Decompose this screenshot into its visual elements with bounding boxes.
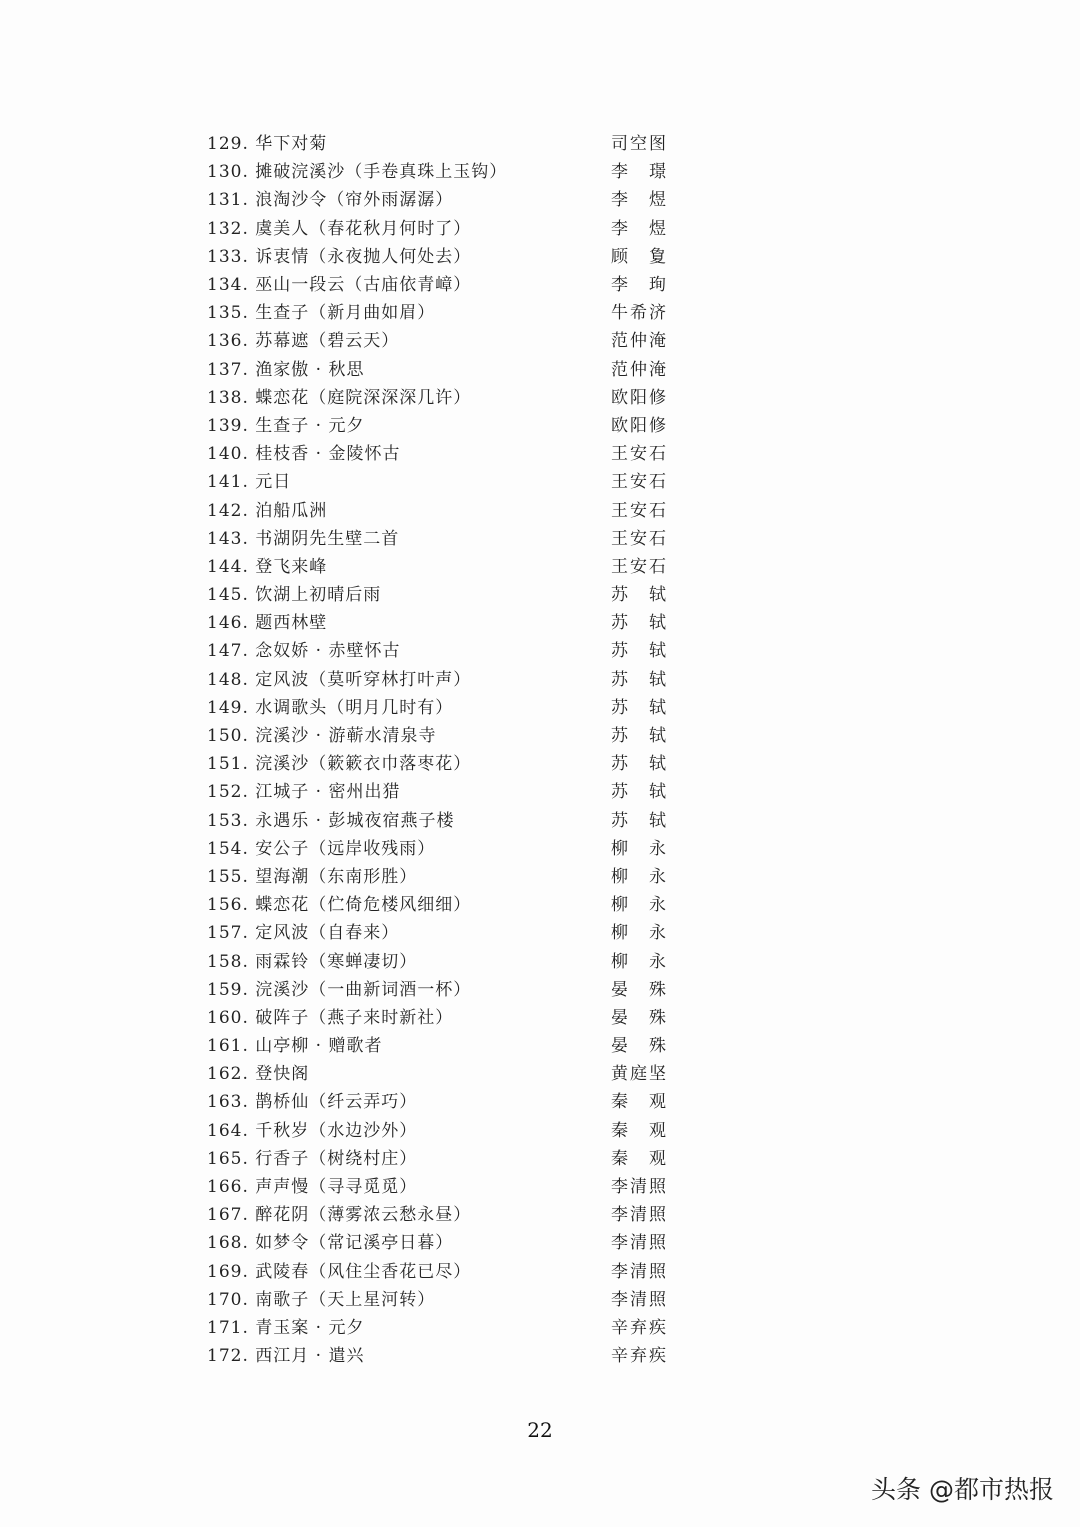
poem-author: 苏轼 (611, 697, 667, 718)
list-item (207, 412, 667, 440)
entry-title: 书湖阴先生壁二首 (255, 528, 400, 549)
poem-author: 李清照 (611, 1205, 667, 1226)
poem-title (207, 722, 436, 750)
poem-title (207, 130, 327, 158)
entry-number: 170. (207, 1289, 249, 1310)
poem-title (207, 468, 291, 496)
poem-title (207, 497, 327, 525)
poem-author: 柳永 (611, 866, 667, 887)
poem-author: 柳永 (611, 923, 667, 944)
entry-number: 136. (207, 331, 249, 352)
poem-title (207, 1314, 364, 1342)
entry-number: 156. (207, 895, 249, 916)
list-item (207, 1258, 667, 1286)
poem-title (207, 1032, 382, 1060)
entry-number: 152. (207, 782, 249, 803)
list-item (207, 722, 667, 750)
list-item (207, 496, 667, 524)
list-item (207, 1088, 667, 1116)
poem-author: 秦观 (611, 1120, 667, 1141)
poem-title (207, 327, 399, 355)
entry-number: 151. (207, 754, 249, 775)
poem-title (207, 186, 453, 214)
entry-number: 144. (207, 556, 249, 577)
entry-title: 行香子（树绕村庄） (255, 1148, 418, 1169)
list-item (207, 215, 667, 243)
list-item (207, 919, 667, 947)
poem-title (207, 581, 381, 609)
list-item (207, 186, 667, 214)
entry-title: 苏幕遮（碧云天） (255, 331, 400, 352)
poem-author: 晏殊 (611, 979, 667, 1000)
poem-title (207, 891, 471, 919)
poem-title (207, 356, 364, 384)
poem-title (207, 1060, 309, 1088)
poem-title (207, 1088, 417, 1116)
entry-number: 153. (207, 810, 249, 831)
entry-title: 水调歌头（明月几时有） (255, 697, 454, 718)
poem-author: 晏殊 (611, 1007, 667, 1028)
list-item (207, 666, 667, 694)
entry-number: 133. (207, 246, 249, 267)
poem-author: 晏殊 (611, 1036, 667, 1057)
poem-title (207, 440, 400, 468)
poem-title (207, 666, 471, 694)
entry-number: 147. (207, 641, 249, 662)
entry-title: 渔家傲 · 秋思 (255, 359, 365, 380)
list-item (207, 356, 667, 384)
poem-title (207, 1229, 453, 1257)
entry-title: 千秋岁（水边沙外） (255, 1120, 418, 1141)
entry-number: 162. (207, 1064, 249, 1085)
poem-author: 李珣 (611, 275, 667, 296)
list-item (207, 1201, 667, 1229)
poem-title (207, 1342, 364, 1370)
list-item (207, 468, 667, 496)
entry-number: 172. (207, 1346, 249, 1367)
list-item (207, 243, 667, 271)
entry-number: 134. (207, 275, 249, 296)
poem-author: 李清照 (611, 1233, 667, 1254)
entry-number: 135. (207, 303, 249, 324)
poem-author: 苏轼 (611, 810, 667, 831)
poem-title (207, 158, 507, 186)
entry-number: 137. (207, 359, 249, 380)
poem-author: 柳永 (611, 951, 667, 972)
list-item (207, 1173, 667, 1201)
list-item (207, 835, 667, 863)
list-item (207, 1229, 667, 1257)
entry-number: 141. (207, 472, 249, 493)
poem-title (207, 1004, 453, 1032)
entry-number: 149. (207, 697, 249, 718)
poem-title (207, 609, 327, 637)
list-item (207, 807, 667, 835)
list-item (207, 440, 667, 468)
entry-title: 南歌子（天上星河转） (255, 1289, 436, 1310)
list-item (207, 384, 667, 412)
entry-number: 140. (207, 444, 249, 465)
poem-author: 苏轼 (611, 585, 667, 606)
entry-title: 破阵子（燕子来时新社） (255, 1007, 454, 1028)
poem-title (207, 778, 400, 806)
list-item (207, 976, 667, 1004)
poem-author: 李煜 (611, 190, 667, 211)
entry-title: 饮湖上初晴后雨 (255, 585, 382, 606)
poem-author: 辛弃疾 (611, 1317, 667, 1338)
entry-number: 131. (207, 190, 249, 211)
poem-author: 王安石 (611, 556, 667, 577)
poem-title (207, 384, 471, 412)
entry-number: 158. (207, 951, 249, 972)
list-item (207, 1342, 667, 1370)
poem-title (207, 750, 471, 778)
entry-title: 蝶恋花（伫倚危楼风细细） (255, 895, 472, 916)
entry-title: 元日 (255, 472, 292, 493)
entry-number: 164. (207, 1120, 249, 1141)
list-item (207, 299, 667, 327)
list-item (207, 130, 667, 158)
list-item (207, 271, 667, 299)
list-item (207, 1060, 667, 1088)
poem-author: 王安石 (611, 528, 667, 549)
poem-author: 李璟 (611, 162, 667, 183)
list-item (207, 1032, 667, 1060)
entry-title: 定风波（自春来） (255, 923, 400, 944)
poem-author: 王安石 (611, 500, 667, 521)
poem-title (207, 807, 454, 835)
poem-author: 李清照 (611, 1261, 667, 1282)
entry-title: 登快阁 (255, 1064, 310, 1085)
entry-title: 声声慢（寻寻觅觅） (255, 1177, 418, 1198)
entry-title: 江城子 · 密州出猎 (255, 782, 401, 803)
entry-number: 161. (207, 1036, 249, 1057)
entry-title: 鹊桥仙（纤云弄巧） (255, 1092, 418, 1113)
poem-title (207, 919, 399, 947)
list-item (207, 581, 667, 609)
list-item (207, 947, 667, 975)
entry-number: 171. (207, 1317, 249, 1338)
entry-number: 132. (207, 218, 249, 239)
poem-title (207, 948, 417, 976)
poem-title (207, 412, 364, 440)
entry-number: 145. (207, 585, 249, 606)
entry-title: 诉衷情（永夜抛人何处去） (255, 246, 472, 267)
entry-title: 巫山一段云（古庙依青嶂） (255, 275, 472, 296)
poem-author: 辛弃疾 (611, 1346, 667, 1367)
list-item (207, 778, 667, 806)
entry-title: 永遇乐 · 彭城夜宿燕子楼 (255, 810, 455, 831)
entry-number: 154. (207, 838, 249, 859)
poem-author: 欧阳修 (611, 415, 667, 436)
poem-title (207, 1145, 417, 1173)
entry-number: 129. (207, 134, 249, 155)
poem-author: 顾夐 (611, 246, 667, 267)
list-item (207, 327, 667, 355)
entry-title: 摊破浣溪沙（手卷真珠上玉钩） (255, 162, 508, 183)
poem-author: 李清照 (611, 1177, 667, 1198)
entry-number: 143. (207, 528, 249, 549)
entry-title: 武陵春（风住尘香花已尽） (255, 1261, 472, 1282)
entry-number: 148. (207, 669, 249, 690)
poem-title (207, 1173, 417, 1201)
poem-author: 苏轼 (611, 641, 667, 662)
entry-title: 浣溪沙（簌簌衣巾落枣花） (255, 754, 472, 775)
entry-number: 169. (207, 1261, 249, 1282)
poem-author: 范仲淹 (611, 331, 667, 352)
list-item (207, 553, 667, 581)
list-item (207, 694, 667, 722)
poem-title (207, 299, 435, 327)
entry-title: 定风波（莫听穿林打叶声） (255, 669, 472, 690)
list-item (207, 609, 667, 637)
entry-number: 146. (207, 613, 249, 634)
poem-author: 王安石 (611, 444, 667, 465)
watermark: 头条 @都市热报 (871, 1475, 1054, 1504)
poem-author: 秦观 (611, 1148, 667, 1169)
list-item (207, 1004, 667, 1032)
entry-title: 华下对菊 (255, 134, 328, 155)
entry-number: 163. (207, 1092, 249, 1113)
poem-author: 秦观 (611, 1092, 667, 1113)
poem-author: 苏轼 (611, 782, 667, 803)
poem-title (207, 863, 417, 891)
poem-author: 王安石 (611, 472, 667, 493)
list-item (207, 1286, 667, 1314)
entry-number: 150. (207, 726, 249, 747)
entry-number: 160. (207, 1007, 249, 1028)
poem-author: 苏轼 (611, 613, 667, 634)
poem-author: 柳永 (611, 895, 667, 916)
poem-title (207, 553, 327, 581)
entry-title: 安公子（远岸收残雨） (255, 838, 436, 859)
entry-title: 如梦令（常记溪亭日暮） (255, 1233, 454, 1254)
entry-number: 159. (207, 979, 249, 1000)
entry-number: 167. (207, 1205, 249, 1226)
poem-author: 苏轼 (611, 726, 667, 747)
poem-title (207, 1286, 435, 1314)
entry-number: 165. (207, 1148, 249, 1169)
poem-author: 李煜 (611, 218, 667, 239)
entry-title: 生查子 · 元夕 (255, 415, 365, 436)
poem-title (207, 694, 453, 722)
list-item (207, 1314, 667, 1342)
entry-title: 浣溪沙 · 游蕲水清泉寺 (255, 726, 437, 747)
poem-title (207, 1117, 417, 1145)
list-item (207, 525, 667, 553)
poem-author: 李清照 (611, 1289, 667, 1310)
entry-number: 168. (207, 1233, 249, 1254)
entry-number: 139. (207, 415, 249, 436)
entry-title: 西江月 · 遣兴 (255, 1346, 365, 1367)
poem-author: 苏轼 (611, 669, 667, 690)
entry-number: 155. (207, 866, 249, 887)
entry-number: 166. (207, 1177, 249, 1198)
poem-list (207, 130, 667, 1370)
poem-author: 柳永 (611, 838, 667, 859)
poem-title (207, 271, 471, 299)
poem-title (207, 1258, 471, 1286)
list-item (207, 891, 667, 919)
entry-number: 157. (207, 923, 249, 944)
entry-title: 生查子（新月曲如眉） (255, 303, 436, 324)
entry-title: 题西林壁 (255, 613, 328, 634)
poem-author: 苏轼 (611, 754, 667, 775)
page-number: 22 (527, 1418, 553, 1442)
list-item (207, 1145, 667, 1173)
entry-title: 蝶恋花（庭院深深深几许） (255, 387, 472, 408)
entry-title: 青玉案 · 元夕 (255, 1317, 365, 1338)
entry-title: 浣溪沙（一曲新词酒一杯） (255, 979, 472, 1000)
list-item (207, 750, 667, 778)
poem-title (207, 1201, 471, 1229)
entry-title: 登飞来峰 (255, 556, 328, 577)
list-item (207, 158, 667, 186)
entry-title: 雨霖铃（寒蝉凄切） (255, 951, 418, 972)
entry-number: 142. (207, 500, 249, 521)
poem-title (207, 525, 399, 553)
entry-number: 130. (207, 162, 249, 183)
entry-title: 桂枝香 · 金陵怀古 (255, 444, 401, 465)
poem-author: 欧阳修 (611, 387, 667, 408)
entry-title: 望海潮（东南形胜） (255, 866, 418, 887)
entry-title: 山亭柳 · 赠歌者 (255, 1036, 383, 1057)
poem-title (207, 976, 471, 1004)
entry-title: 念奴娇 · 赤壁怀古 (255, 641, 401, 662)
entry-title: 泊船瓜洲 (255, 500, 328, 521)
entry-title: 浪淘沙令（帘外雨潺潺） (255, 190, 454, 211)
entry-title: 醉花阴（薄雾浓云愁永昼） (255, 1205, 472, 1226)
poem-title (207, 243, 471, 271)
list-item (207, 1117, 667, 1145)
poem-author: 牛希济 (611, 303, 667, 324)
poem-author: 范仲淹 (611, 359, 667, 380)
entry-title: 虞美人（春花秋月何时了） (255, 218, 472, 239)
list-item (207, 863, 667, 891)
poem-title (207, 835, 435, 863)
poem-author: 司空图 (611, 134, 667, 155)
poem-title (207, 215, 471, 243)
poem-title (207, 637, 400, 665)
entry-number: 138. (207, 387, 249, 408)
poem-author: 黄庭坚 (611, 1064, 667, 1085)
list-item (207, 637, 667, 665)
